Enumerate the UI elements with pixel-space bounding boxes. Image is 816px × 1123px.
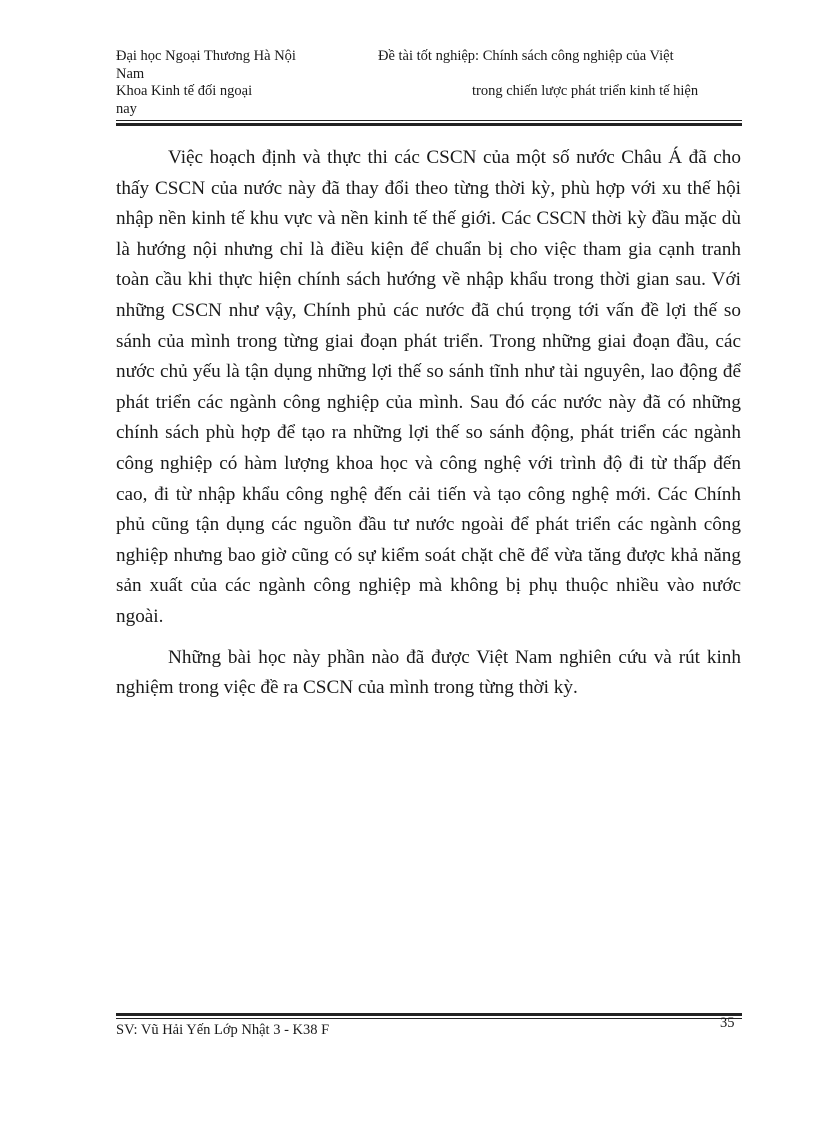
body-paragraph: Việc hoạch định và thực thi các CSCN của một số nước Châu Á đã cho thấy CSCN của nước này đã thay đổi theo từng thời kỳ, phù hợp với xu thế hội nhập nền kinh tế khu vực và nền kinh tế thế giới. Các CSCN thời kỳ đầu mặc dù là hướng nội nhưng chỉ là điều kiện để chuẩn bị cho việc tham gia cạnh tranh toàn cầu khi thực hiện chính sách hướng về nhập khẩu trong thời gian sau. Với những CSCN như vậy, Chính phủ các nước đã chú trọng tới vấn đề lợi thế so sánh của mình trong từng giai đoạn phát triển. Trong những giai đoạn đầu, các nước chủ yếu là tận dụng những lợi thế so sánh tĩnh như tài nguyên, lao động để phát triển các ngành công nghiệp của mình. Sau đó các nước này đã có những chính sách phù hợp để tạo ra những lợi thế so sánh động, phát triển các ngành công nghiệp có hàm lượng khoa học và công nghệ với trình độ đi từ thấp đến cao, đi từ nhập khẩu công nghệ đến cải tiến và tạo công nghệ mới. Các Chính phủ cũng tận dụng các nguồn đầu tư nước ngoài để phát triển các ngành công nghiệp nhưng bao giờ cũng có sự kiểm soát chặt chẽ để vừa tăng được khả năng sản xuất của các ngành công nghiệp mà không bị phụ thuộc nhiều vào nước ngoài.	[116, 147, 741, 627]
footer-author: SV: Vũ Hải Yến Lớp Nhật 3 - K38 F	[116, 1022, 330, 1038]
footer-rule-thick	[116, 1013, 742, 1016]
page-body	[116, 143, 741, 704]
header-rule-thin	[116, 120, 742, 121]
page-header	[116, 48, 742, 118]
header-thesis-subtitle: trong chiến lược phát triển kinh tế hiện	[472, 83, 699, 99]
body-paragraph: Những bài học này phần nào đã được Việt Nam nghiên cứu và rút kinh nghiệm trong việc đề ra CSCN của mình trong từng thời kỳ.	[116, 646, 741, 699]
footer-rule-thin	[116, 1018, 742, 1019]
header-faculty: Khoa Kinh tế đối ngoại	[116, 83, 253, 99]
header-university: Đại học Ngoại Thương Hà Nội	[116, 48, 296, 64]
header-rule-thick	[116, 123, 742, 126]
page-number: 35	[720, 1015, 735, 1031]
header-subtitle-continuation: nay	[116, 100, 137, 117]
header-title-continuation: Nam	[116, 65, 145, 82]
header-thesis-title: Đề tài tốt nghiệp: Chính sách công nghiệp của Việt	[378, 48, 674, 64]
